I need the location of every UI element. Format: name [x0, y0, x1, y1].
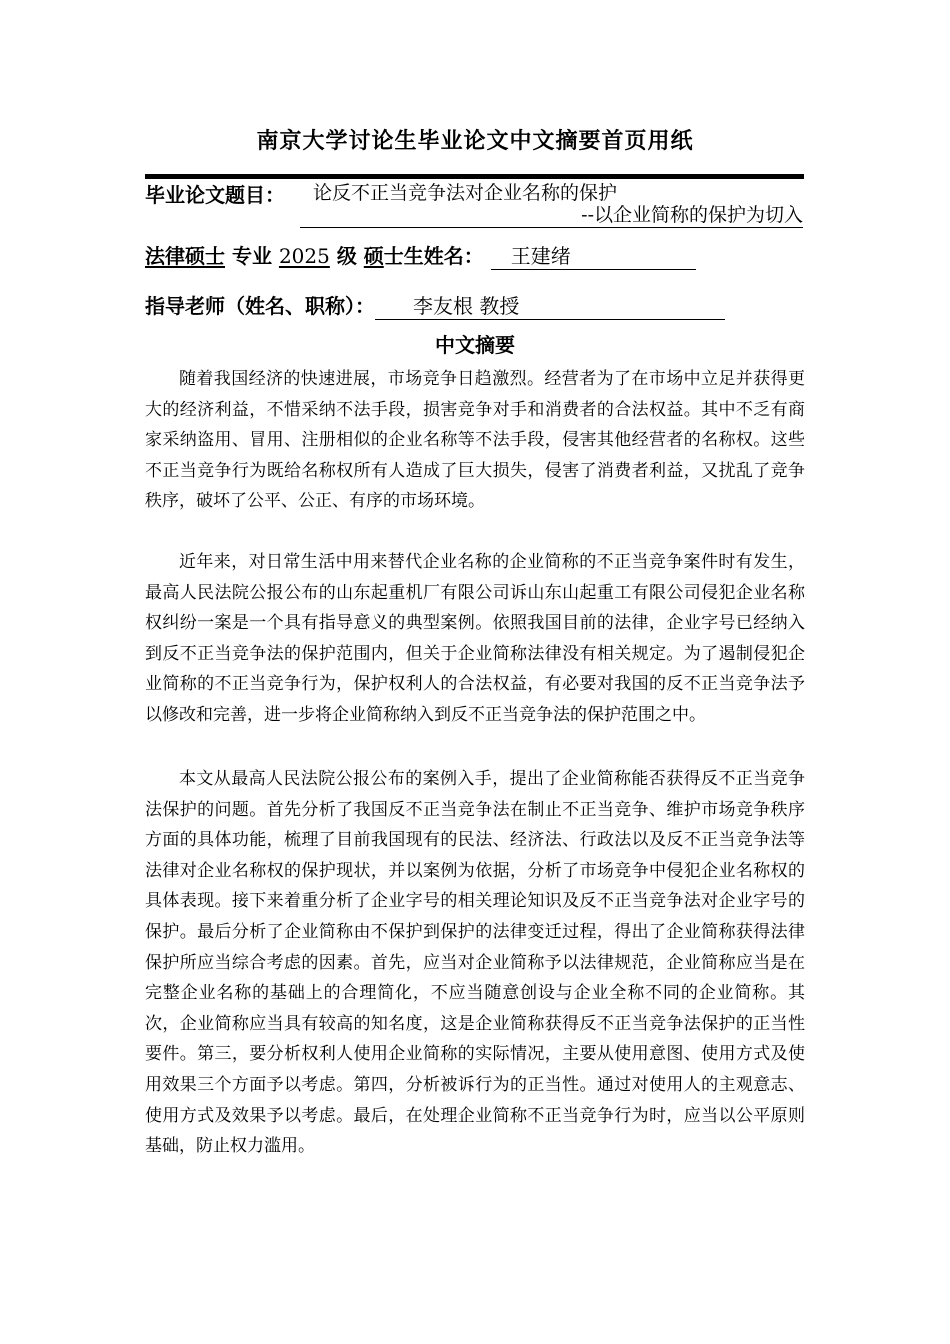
abstract-paragraph-2 — [145, 547, 805, 731]
degree-value: 硕 — [363, 244, 384, 268]
advisor-row — [145, 290, 725, 320]
page-title: 南京大学讨论生毕业论文中文摘要首页用纸 — [256, 129, 694, 154]
thesis-subtitle-line — [300, 203, 803, 228]
thesis-subtitle: --以企业简称的保护为切入 — [581, 204, 803, 226]
advisor-label: 指导老师（姓名、职称）： — [145, 294, 375, 318]
student-name: 王建绪 — [491, 240, 696, 270]
thesis-title: 论反不正当竞争法对企业名称的保护 — [313, 182, 618, 204]
grade-suffix: 级 — [336, 244, 357, 268]
advisor-name: 李友根 教授 — [375, 290, 725, 320]
abstract-paragraph-1 — [145, 364, 805, 517]
major-suffix: 专业 — [231, 244, 272, 268]
thesis-title-label: 毕业论文题目： — [145, 183, 285, 207]
student-name-label: 士生姓名： — [383, 244, 484, 268]
paragraph-text: 本文从最高人民法院公报公布的案例入手，提出了企业简称能否获得反不正当竞争法保护的问题。首先分析了我国反不正当竞争法在制止不正当竞争、维护市场竞争秩序方面的具体功能，梳理了目前我国现有的民法、经济法、行政法以及反不正当竞争法等法律对企业名称权的保护现状，并以案例为依据，分析了市场竞争中侵犯企业名称权的具体表现。接下来着重分析了企业字号的相关理论知识及反不正当竞争法对企业字号的保护。最后分析了企业简称由不保护到保护的法律变迁过程，得出了企业简称获得法律保护所应当综合考虑的因素。首先，应当对企业简称予以法律规范，企业简称应当是在完整企业名称的基础上的合理简化，不应当随意创设与企业全称不同的企业简称。其次，企业简称应当具有较高的知名度，这是企业简称获得反不正当竞争法保护的正当性要件。第三，要分析权利人使用企业简称的实际情况，主要从使用意图、使用方式及使用效果三个方面予以考虑。第四，分析被诉行为的正当性。通过对使用人的主观意志、使用方式及效果予以考虑。最后，在处理企业简称不正当竞争行为时，应当以公平原则基础，防止权力滥用。 — [145, 769, 805, 1157]
paragraph-text: 近年来，对日常生活中用来替代企业名称的企业简称的不正当竞争案件时有发生，最高人民法院公报公布的山东起重机厂有限公司诉山东山起重工有限公司侵犯企业名称权纠纷一案是一个具有指导意义的典型案例。依照我国目前的法律，企业字号已经纳入到反不正当竞争法的保护范围内，但关于企业简称法律没有相关规定。为了遏制侵犯企业简称的不正当竞争行为，保护权利人的合法权益，有必要对我国的反不正当竞争法予以修改和完善，进一步将企业简称纳入到反不正当竞争法的保护范围之中。 — [145, 552, 805, 725]
paragraph-text: 随着我国经济的快速进展，市场竞争日趋激烈。经营者为了在市场中立足并获得更大的经济利益，不惜采纳不法手段，损害竞争对手和消费者的合法权益。其中不乏有商家采纳盗用、冒用、注册相似的企业名称等不法手段，侵害其他经营者的名称权。这些不正当竞争行为既给名称权所有人造成了巨大损失，侵害了消费者利益，又扰乱了竞争秩序，破坏了公平、公正、有序的市场环境。 — [145, 369, 805, 512]
year-value: 2025 — [278, 244, 330, 268]
student-info-row — [145, 240, 696, 270]
major-value: 法律硕士 — [145, 244, 225, 268]
abstract-heading: 中文摘要 — [435, 333, 515, 357]
abstract-paragraph-3 — [145, 764, 805, 1162]
